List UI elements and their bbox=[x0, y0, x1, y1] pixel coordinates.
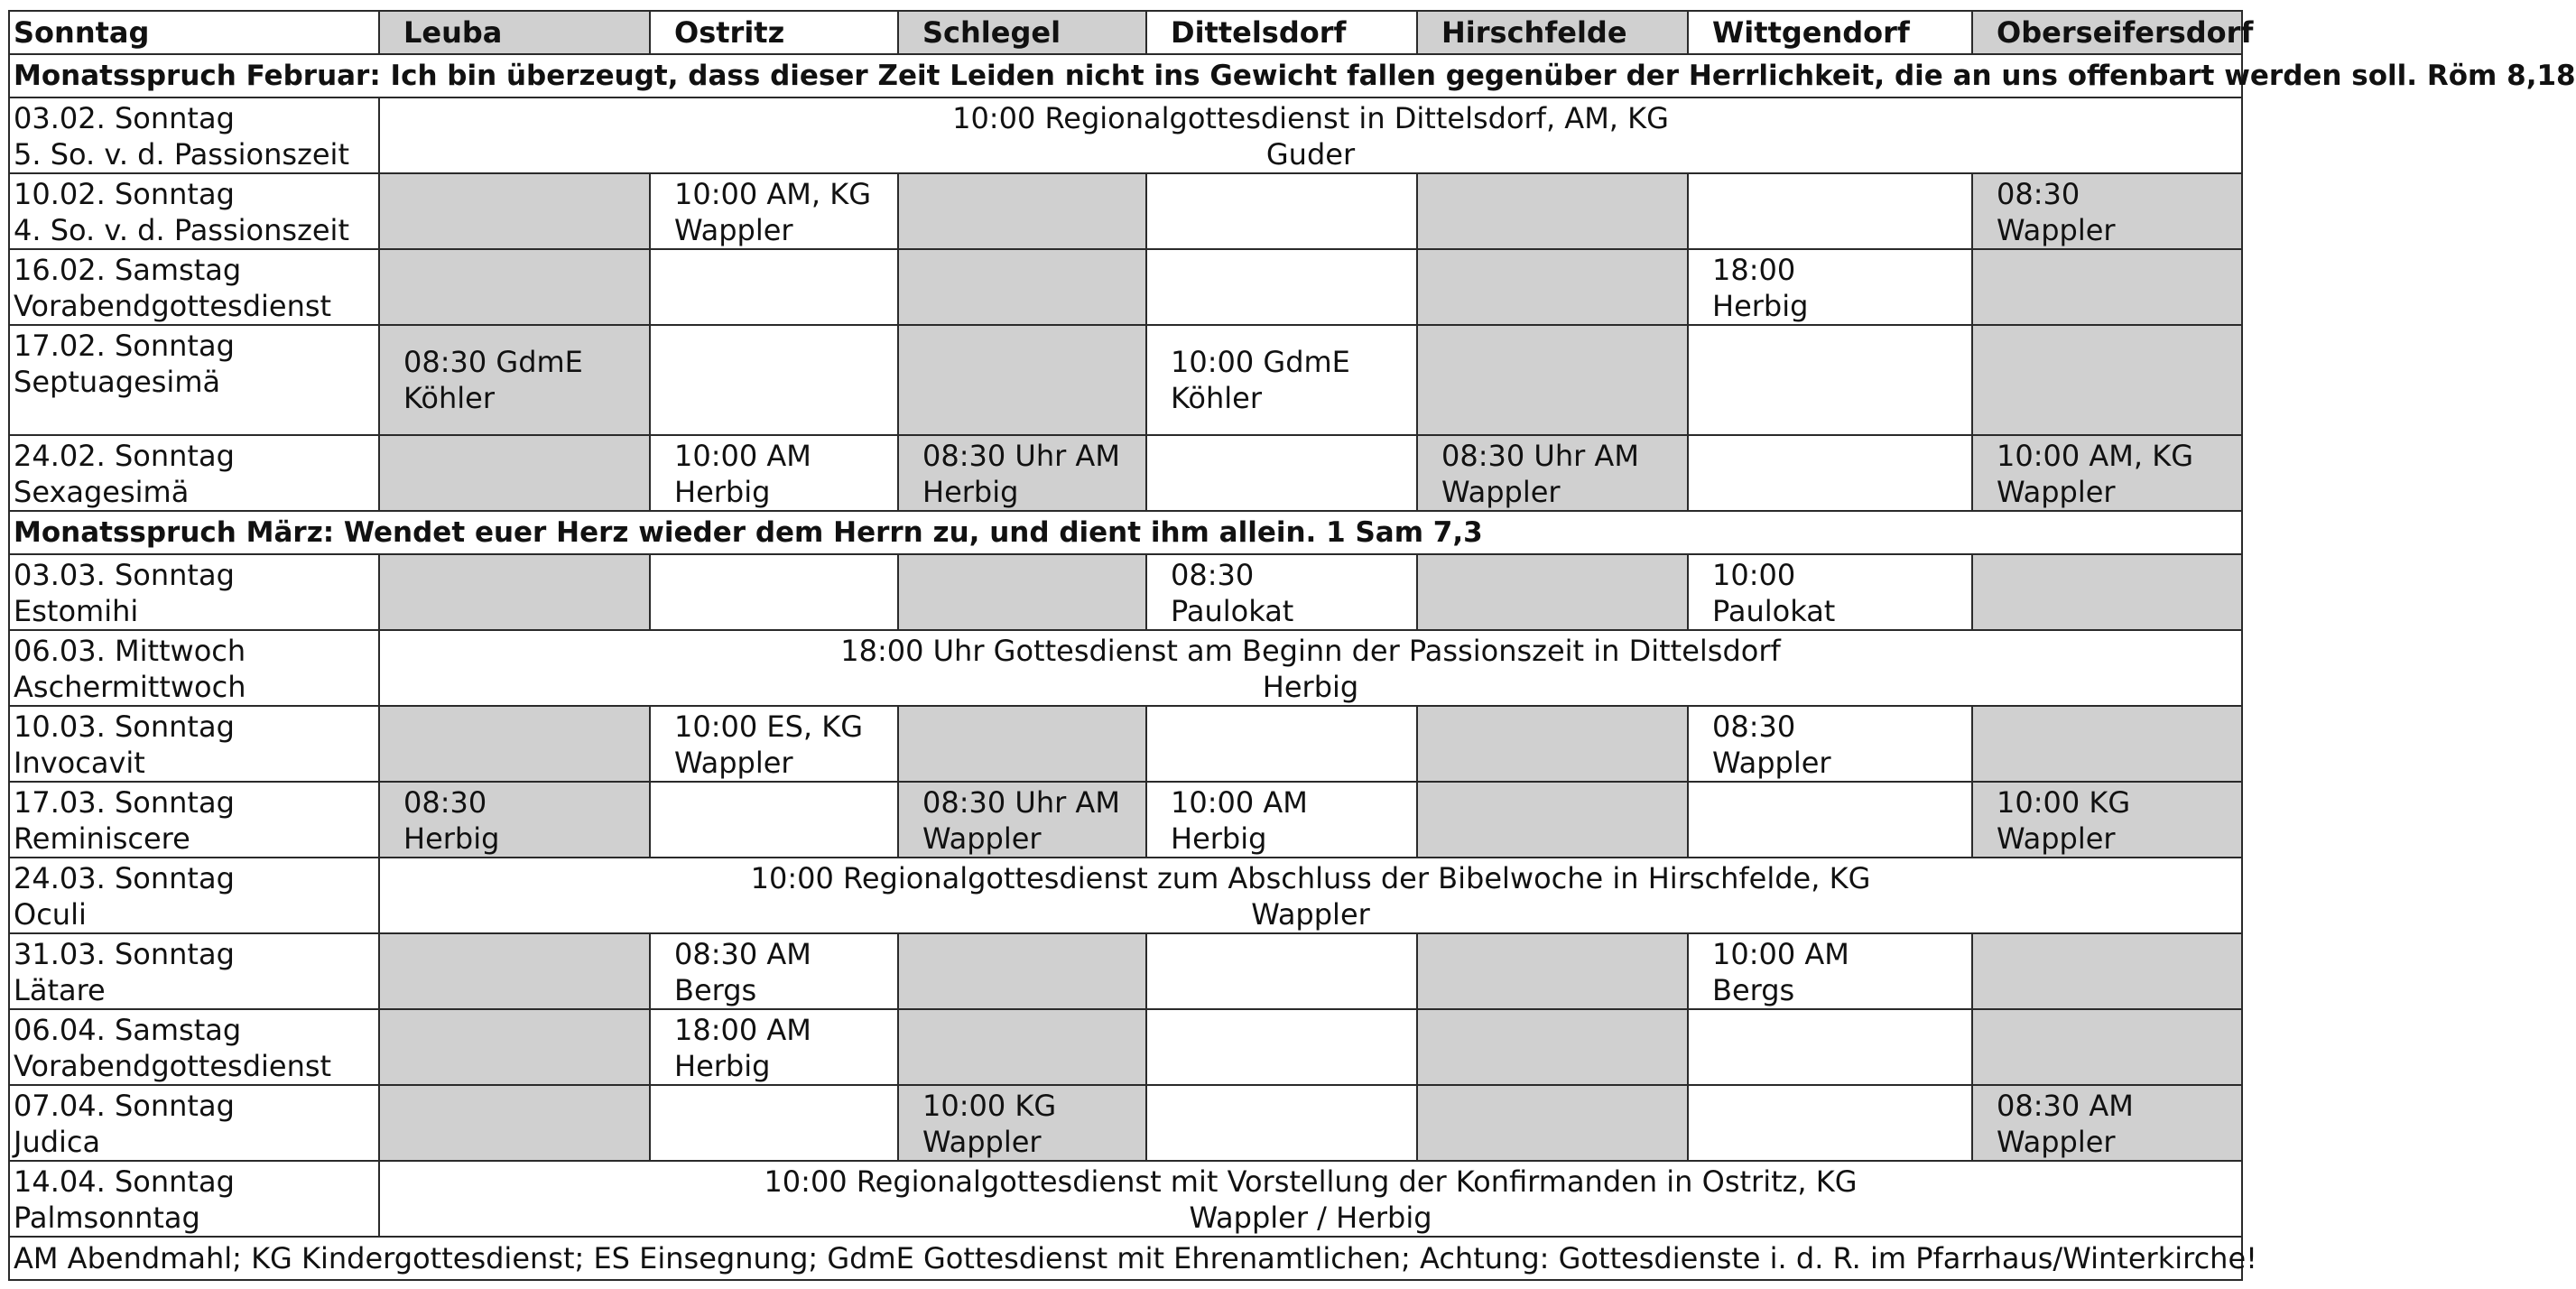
service-cell bbox=[1146, 435, 1417, 511]
service-preacher: Paulokat bbox=[1171, 594, 1294, 628]
service-cell bbox=[379, 782, 650, 858]
liturgical-day-name: 4. So. v. d. Passionszeit bbox=[14, 213, 349, 247]
service-schedule-table bbox=[8, 10, 2576, 1281]
service-preacher: Wappler bbox=[674, 213, 793, 247]
service-day-cell bbox=[9, 435, 379, 511]
service-cell bbox=[379, 554, 650, 630]
service-preacher: Wappler bbox=[1712, 746, 1831, 780]
service-cell bbox=[1688, 706, 1972, 782]
column-header-leuba: Leuba bbox=[379, 11, 650, 54]
monthly-verse: Monatsspruch März: Wendet euer Herz wieder dem Herrn zu, und dient ihm allein. 1 Sam 7,3 bbox=[9, 511, 2242, 554]
service-day-cell bbox=[9, 173, 379, 249]
liturgical-day-name: Vorabendgottesdienst bbox=[14, 289, 332, 323]
service-cell bbox=[379, 933, 650, 1009]
service-preacher: Herbig bbox=[1712, 289, 1809, 323]
service-date: 17.03. Sonntag bbox=[14, 785, 235, 820]
service-date: 14.04. Sonntag bbox=[14, 1164, 235, 1199]
service-time: 08:30 GdmE bbox=[403, 345, 583, 379]
service-day-cell bbox=[9, 782, 379, 858]
service-time: 10:00 KG bbox=[1997, 785, 2131, 820]
regional-service-description: 10:00 Regionalgottesdienst zum Abschluss der Bibelwoche in Hirschfelde, KG bbox=[750, 861, 1871, 895]
service-cell bbox=[650, 933, 898, 1009]
service-cell bbox=[1688, 325, 1972, 435]
service-cell bbox=[1417, 1085, 1688, 1161]
service-cell bbox=[650, 435, 898, 511]
service-row bbox=[9, 858, 2242, 933]
service-cell bbox=[1417, 325, 1688, 435]
service-cell bbox=[1146, 933, 1417, 1009]
regional-service-preacher: Guder bbox=[1265, 137, 1356, 172]
regional-service-cell bbox=[379, 97, 2242, 173]
service-time: 10:00 AM bbox=[1712, 937, 1849, 971]
column-header-schlegel: Schlegel bbox=[898, 11, 1146, 54]
service-cell bbox=[1688, 173, 1972, 249]
service-row bbox=[9, 554, 2242, 630]
service-date: 06.04. Samstag bbox=[14, 1013, 242, 1047]
liturgical-day-name: Reminiscere bbox=[14, 821, 190, 856]
service-cell bbox=[1417, 782, 1688, 858]
service-date: 10.03. Sonntag bbox=[14, 709, 235, 744]
service-preacher: Herbig bbox=[674, 1049, 771, 1083]
service-cell bbox=[650, 249, 898, 325]
service-date: 24.03. Sonntag bbox=[14, 861, 235, 895]
service-day-cell bbox=[9, 249, 379, 325]
regional-service-description: 10:00 Regionalgottesdienst in Dittelsdorf, AM, KG bbox=[952, 101, 1669, 135]
service-cell bbox=[898, 249, 1146, 325]
service-day-cell bbox=[9, 1161, 379, 1237]
service-cell bbox=[1688, 249, 1972, 325]
service-preacher: Wappler bbox=[1997, 821, 2116, 856]
service-row bbox=[9, 249, 2242, 325]
column-header-wittgendorf: Wittgendorf bbox=[1688, 11, 1972, 54]
service-cell bbox=[1146, 554, 1417, 630]
service-date: 17.02. Sonntag bbox=[14, 329, 235, 363]
regional-service-preacher: Wappler bbox=[1251, 897, 1370, 932]
service-cell bbox=[1146, 1085, 1417, 1161]
service-cell bbox=[650, 325, 898, 435]
service-row bbox=[9, 173, 2242, 249]
service-date: 10.02. Sonntag bbox=[14, 177, 235, 211]
service-cell bbox=[1417, 554, 1688, 630]
service-preacher: Herbig bbox=[922, 475, 1019, 509]
service-cell bbox=[1417, 249, 1688, 325]
service-date: 31.03. Sonntag bbox=[14, 937, 235, 971]
service-time: 08:30 bbox=[1712, 709, 1796, 744]
service-row bbox=[9, 630, 2242, 706]
liturgical-day-name: Vorabendgottesdienst bbox=[14, 1049, 332, 1083]
service-cell bbox=[379, 1085, 650, 1161]
service-cell bbox=[1417, 1009, 1688, 1085]
service-cell bbox=[379, 1009, 650, 1085]
service-time: 10:00 KG bbox=[922, 1089, 1057, 1123]
service-day-cell bbox=[9, 1009, 379, 1085]
service-time: 08:30 AM bbox=[1997, 1089, 2134, 1123]
monthly-verse-row bbox=[9, 511, 2242, 554]
service-row bbox=[9, 706, 2242, 782]
liturgical-day-name: Estomihi bbox=[14, 594, 139, 628]
service-cell bbox=[1972, 933, 2242, 1009]
service-cell bbox=[1146, 1009, 1417, 1085]
service-day-cell bbox=[9, 554, 379, 630]
monthly-verse: Monatsspruch Februar: Ich bin überzeugt, dass dieser Zeit Leiden nicht ins Gewicht fallen gegenüber der Herrlichkeit, die an uns offenbart werden soll. Röm 8,18 bbox=[9, 54, 2242, 97]
liturgical-day-name: Oculi bbox=[14, 897, 87, 932]
liturgical-day-name: Sexagesimä bbox=[14, 475, 190, 509]
service-preacher: Herbig bbox=[674, 475, 771, 509]
column-header-hirschfelde: Hirschfelde bbox=[1417, 11, 1688, 54]
service-row bbox=[9, 1161, 2242, 1237]
service-cell bbox=[1972, 435, 2242, 511]
service-cell bbox=[898, 1085, 1146, 1161]
service-cell bbox=[898, 1009, 1146, 1085]
service-cell bbox=[1972, 706, 2242, 782]
regional-service-preacher: Wappler / Herbig bbox=[1189, 1201, 1432, 1235]
service-preacher: Wappler bbox=[1997, 475, 2116, 509]
service-time: 08:30 bbox=[1171, 558, 1255, 592]
column-header-dittelsdorf: Dittelsdorf bbox=[1146, 11, 1417, 54]
service-cell bbox=[1146, 325, 1417, 435]
service-time: 10:00 AM bbox=[1171, 785, 1308, 820]
service-time: 08:30 Uhr AM bbox=[922, 439, 1120, 473]
service-cell bbox=[898, 933, 1146, 1009]
service-row bbox=[9, 1085, 2242, 1161]
service-preacher: Wappler bbox=[922, 1125, 1042, 1159]
service-cell bbox=[1688, 435, 1972, 511]
service-cell bbox=[898, 706, 1146, 782]
column-header-ostritz: Ostritz bbox=[650, 11, 898, 54]
service-cell bbox=[898, 782, 1146, 858]
service-cell bbox=[1417, 706, 1688, 782]
service-cell bbox=[650, 173, 898, 249]
service-preacher: Köhler bbox=[403, 381, 495, 415]
service-time: 08:30 Uhr AM bbox=[1441, 439, 1639, 473]
service-cell bbox=[1146, 249, 1417, 325]
service-row bbox=[9, 1009, 2242, 1085]
service-row bbox=[9, 782, 2242, 858]
service-day-cell bbox=[9, 933, 379, 1009]
service-row bbox=[9, 325, 2242, 435]
monthly-verse-row bbox=[9, 54, 2242, 97]
service-preacher: Bergs bbox=[1712, 973, 1795, 1007]
service-cell bbox=[1972, 1009, 2242, 1085]
service-cell bbox=[1972, 249, 2242, 325]
service-cell bbox=[379, 706, 650, 782]
liturgical-day-name: Palmsonntag bbox=[14, 1201, 200, 1235]
service-cell bbox=[650, 1085, 898, 1161]
service-time: 18:00 AM bbox=[674, 1013, 811, 1047]
service-time: 10:00 AM, KG bbox=[674, 177, 872, 211]
service-cell bbox=[1417, 435, 1688, 511]
service-cell bbox=[1146, 782, 1417, 858]
service-day-cell bbox=[9, 97, 379, 173]
service-preacher: Wappler bbox=[1997, 213, 2116, 247]
service-day-cell bbox=[9, 1085, 379, 1161]
service-cell bbox=[379, 173, 650, 249]
service-time: 10:00 AM bbox=[674, 439, 811, 473]
service-cell bbox=[1972, 1085, 2242, 1161]
service-time: 10:00 ES, KG bbox=[674, 709, 864, 744]
schedule-body bbox=[9, 54, 2576, 1237]
service-preacher: Herbig bbox=[1171, 821, 1267, 856]
service-date: 03.03. Sonntag bbox=[14, 558, 235, 592]
service-preacher: Bergs bbox=[674, 973, 757, 1007]
service-time: 10:00 bbox=[1712, 558, 1796, 592]
service-cell bbox=[1417, 933, 1688, 1009]
service-date: 06.03. Mittwoch bbox=[14, 634, 246, 668]
service-time: 08:30 Uhr AM bbox=[922, 785, 1120, 820]
service-cell bbox=[650, 706, 898, 782]
service-time: 18:00 bbox=[1712, 253, 1796, 287]
service-preacher: Paulokat bbox=[1712, 594, 1836, 628]
service-preacher: Wappler bbox=[922, 821, 1042, 856]
service-cell bbox=[1417, 173, 1688, 249]
service-time: 08:30 bbox=[1997, 177, 2080, 211]
service-cell bbox=[1146, 173, 1417, 249]
service-cell bbox=[1972, 782, 2242, 858]
service-date: 16.02. Samstag bbox=[14, 253, 242, 287]
service-time: 10:00 GdmE bbox=[1171, 345, 1350, 379]
service-cell bbox=[898, 173, 1146, 249]
service-time: 08:30 bbox=[403, 785, 487, 820]
service-date: 24.02. Sonntag bbox=[14, 439, 235, 473]
service-cell bbox=[1688, 782, 1972, 858]
liturgical-day-name: Septuagesimä bbox=[14, 365, 221, 399]
service-cell bbox=[1972, 554, 2242, 630]
column-header-sonntag: Sonntag bbox=[9, 11, 379, 54]
service-preacher: Wappler bbox=[1441, 475, 1561, 509]
service-cell bbox=[898, 435, 1146, 511]
service-date: 07.04. Sonntag bbox=[14, 1089, 235, 1123]
legend-row bbox=[9, 1237, 2242, 1280]
service-preacher: Wappler bbox=[674, 746, 793, 780]
service-cell bbox=[379, 249, 650, 325]
liturgical-day-name: 5. So. v. d. Passionszeit bbox=[14, 137, 349, 172]
column-header-oberseifersdorf: Oberseifersdorf bbox=[1972, 11, 2242, 54]
service-cell bbox=[379, 325, 650, 435]
service-cell bbox=[1688, 933, 1972, 1009]
legend-text: AM Abendmahl; KG Kindergottesdienst; ES Einsegnung; GdmE Gottesdienst mit Ehrenamtlichen; Achtung: Gottesdienste i. d. R. im Pfarrhaus/Winterkirche! bbox=[9, 1237, 2242, 1280]
liturgical-day-name: Lätare bbox=[14, 973, 106, 1007]
service-cell bbox=[650, 782, 898, 858]
service-cell bbox=[898, 325, 1146, 435]
liturgical-day-name: Aschermittwoch bbox=[14, 670, 246, 704]
service-cell bbox=[1688, 1085, 1972, 1161]
service-cell bbox=[1972, 325, 2242, 435]
liturgical-day-name: Invocavit bbox=[14, 746, 145, 780]
service-time: 08:30 AM bbox=[674, 937, 811, 971]
service-preacher: Herbig bbox=[403, 821, 500, 856]
regional-service-cell bbox=[379, 858, 2242, 933]
regional-service-description: 10:00 Regionalgottesdienst mit Vorstellung der Konfirmanden in Ostritz, KG bbox=[764, 1164, 1858, 1199]
regional-service-cell bbox=[379, 1161, 2242, 1237]
regional-service-cell bbox=[379, 630, 2242, 706]
service-day-cell bbox=[9, 630, 379, 706]
service-cell bbox=[1972, 173, 2242, 249]
service-cell bbox=[1688, 554, 1972, 630]
service-time: 10:00 AM, KG bbox=[1997, 439, 2194, 473]
liturgical-day-name: Judica bbox=[14, 1125, 101, 1159]
regional-service-preacher: Herbig bbox=[1262, 670, 1359, 704]
service-day-cell bbox=[9, 858, 379, 933]
service-cell bbox=[1688, 1009, 1972, 1085]
service-row bbox=[9, 435, 2242, 511]
regional-service-description: 18:00 Uhr Gottesdienst am Beginn der Passionszeit in Dittelsdorf bbox=[840, 634, 1781, 668]
service-row bbox=[9, 97, 2242, 173]
header-row bbox=[9, 11, 2242, 54]
service-day-cell bbox=[9, 325, 379, 435]
service-cell bbox=[650, 554, 898, 630]
service-preacher: Wappler bbox=[1997, 1125, 2116, 1159]
service-cell bbox=[898, 554, 1146, 630]
service-day-cell bbox=[9, 706, 379, 782]
service-cell bbox=[379, 435, 650, 511]
service-preacher: Köhler bbox=[1171, 381, 1262, 415]
service-date: 03.02. Sonntag bbox=[14, 101, 235, 135]
service-cell bbox=[650, 1009, 898, 1085]
service-row bbox=[9, 933, 2242, 1009]
service-cell bbox=[1146, 706, 1417, 782]
